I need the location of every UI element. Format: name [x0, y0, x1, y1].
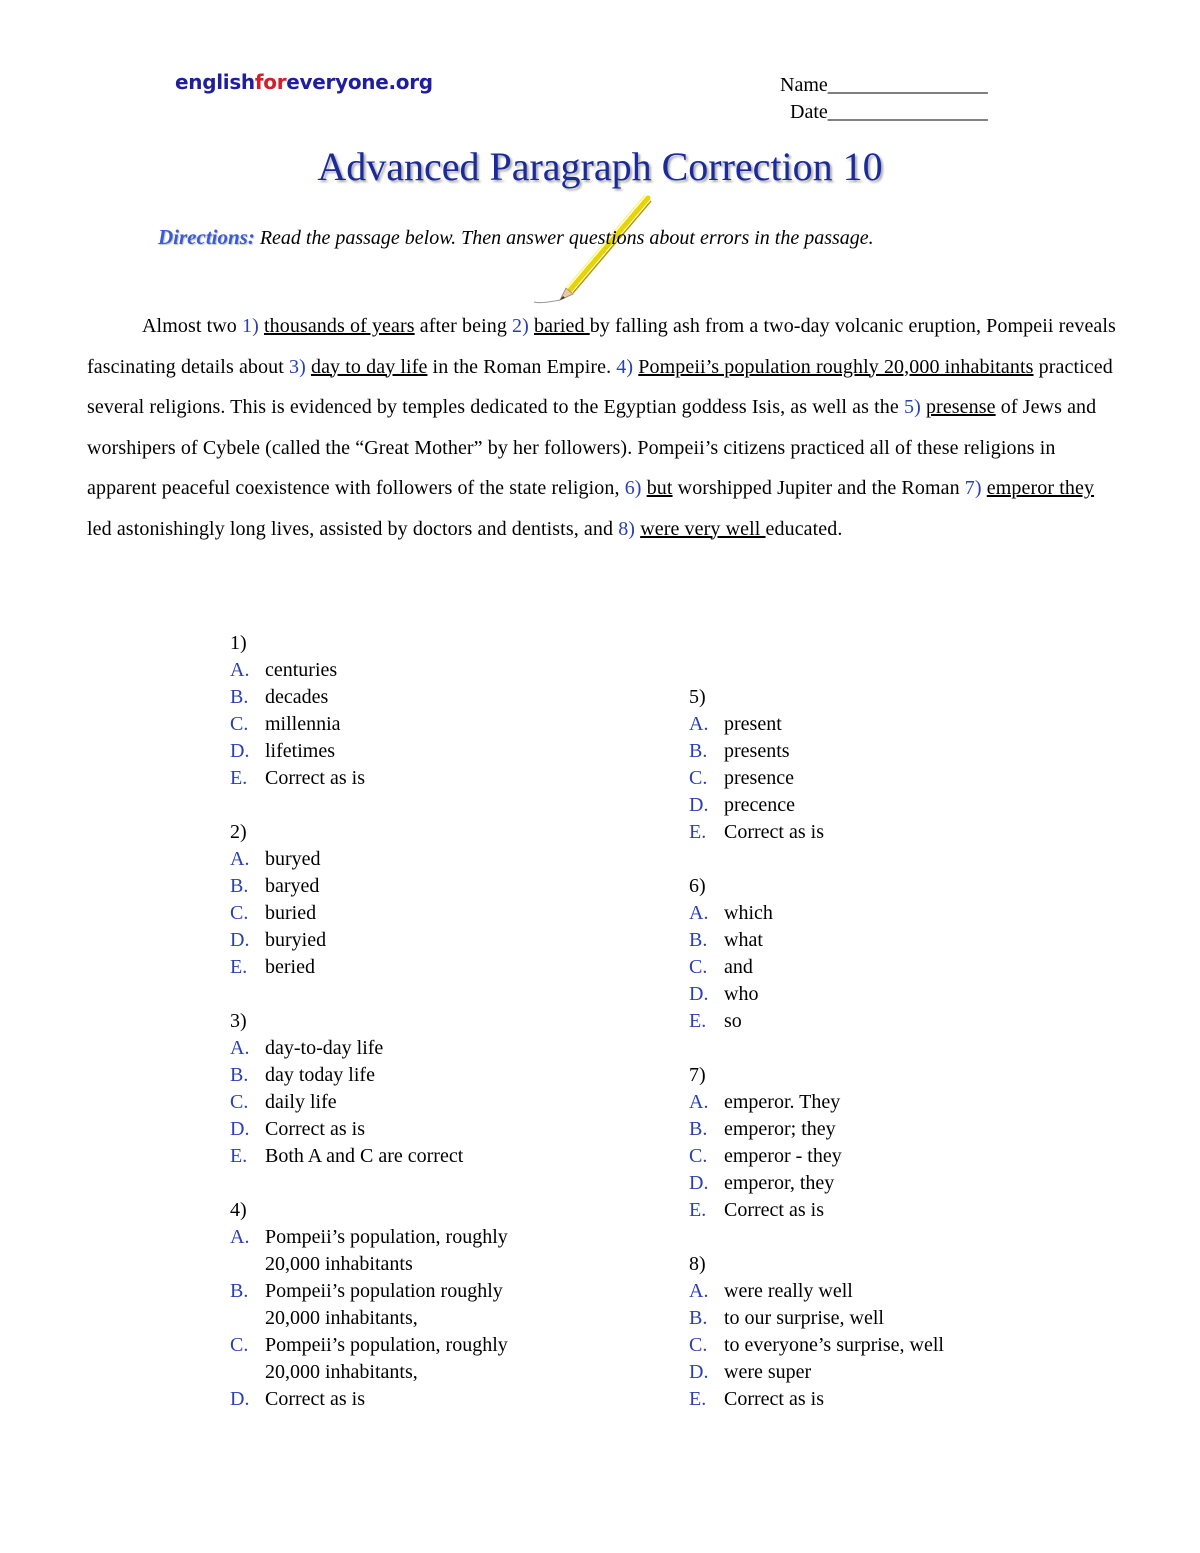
option-text: buried — [265, 902, 317, 924]
option-text: Correct as is — [724, 1388, 824, 1410]
option-letter: B. — [689, 740, 708, 762]
option-text: so — [724, 1010, 742, 1032]
option-letter: D. — [689, 1361, 709, 1383]
passage-marker: 5) — [903, 396, 921, 418]
passage-marker: 8) — [618, 517, 636, 540]
option-letter: B. — [230, 1280, 249, 1302]
questions-left-column — [230, 630, 508, 1440]
name-date-block — [780, 72, 988, 126]
question-number: 1) — [230, 632, 247, 654]
passage-text: led astonishingly long lives, assisted by doctors and dentists, and — [87, 517, 619, 540]
option-text: to our surprise, well — [724, 1307, 884, 1329]
answer-option[interactable] — [689, 765, 944, 792]
answer-option[interactable] — [230, 1386, 508, 1413]
passage-underlined-phrase: thousands of years — [263, 315, 415, 337]
answer-option[interactable] — [689, 1386, 944, 1413]
option-letter: D. — [230, 740, 250, 762]
passage-underlined-phrase: were very well — [640, 517, 766, 540]
option-text: decades — [265, 686, 329, 708]
answer-option[interactable] — [689, 981, 944, 1008]
option-letter: B. — [230, 875, 249, 897]
answer-option[interactable] — [230, 684, 508, 711]
passage-underlined-phrase: but — [646, 477, 673, 499]
question-block — [689, 1251, 944, 1413]
answer-option[interactable] — [689, 738, 944, 765]
answer-option[interactable] — [689, 954, 944, 981]
answer-option[interactable] — [230, 1089, 508, 1116]
passage-text: after being — [414, 315, 513, 337]
answer-option[interactable] — [230, 738, 508, 765]
passage-marker: 1) — [242, 315, 259, 337]
answer-option[interactable] — [230, 927, 508, 954]
questions-right-column — [689, 684, 944, 1440]
option-text: Correct as is — [724, 821, 824, 843]
answer-option[interactable] — [230, 873, 508, 900]
option-letter: B. — [689, 1307, 708, 1329]
option-text: baryed — [265, 875, 320, 897]
directions-text: Read the passage below. Then answer questions about errors in the passage. — [254, 227, 874, 249]
option-letter: B. — [689, 1118, 708, 1140]
option-letter: D. — [689, 983, 709, 1005]
option-text: presence — [724, 767, 794, 789]
option-text: emperor, they — [724, 1172, 835, 1194]
name-field[interactable]: Name________________ — [780, 74, 988, 96]
option-text: present — [724, 713, 782, 735]
question-number: 2) — [230, 821, 247, 843]
option-letter: D. — [689, 1172, 709, 1194]
question-block — [230, 1008, 508, 1170]
question-block — [230, 630, 508, 792]
option-text: and — [724, 956, 753, 978]
answer-option[interactable] — [230, 657, 508, 684]
question-number: 5) — [689, 686, 706, 708]
option-text: daily life — [265, 1091, 337, 1113]
option-letter: C. — [230, 713, 249, 735]
option-text: precence — [724, 794, 796, 816]
option-letter: C. — [230, 902, 249, 924]
option-letter: A. — [689, 1280, 709, 1302]
question-block — [230, 819, 508, 981]
site-logo — [175, 70, 433, 94]
question-number: 7) — [689, 1064, 706, 1086]
option-letter: C. — [689, 1334, 708, 1356]
answer-option[interactable] — [689, 1197, 944, 1224]
question-number: 4) — [230, 1199, 247, 1221]
answer-option[interactable] — [230, 1224, 508, 1278]
option-text: to everyone’s surprise, well — [724, 1334, 944, 1356]
passage-text: worshipped Jupiter and the Roman — [672, 477, 965, 499]
option-letter: E. — [689, 1388, 707, 1410]
option-text: day-to-day life — [265, 1037, 384, 1059]
answer-option[interactable] — [230, 846, 508, 873]
answer-option[interactable] — [689, 1278, 944, 1305]
answer-option[interactable] — [689, 927, 944, 954]
option-letter: A. — [689, 713, 709, 735]
answer-option[interactable] — [689, 1008, 944, 1035]
option-text: who — [724, 983, 759, 1005]
option-letter: D. — [230, 1388, 250, 1410]
answer-option[interactable] — [689, 1143, 944, 1170]
passage-underlined-phrase: presense — [925, 396, 996, 418]
option-text: buryed — [265, 848, 321, 870]
answer-option[interactable] — [689, 1359, 944, 1386]
option-letter: D. — [230, 1118, 250, 1140]
answer-option[interactable] — [689, 1170, 944, 1197]
answer-option[interactable] — [689, 711, 944, 738]
option-text: Pompeii’s population, roughly 20,000 inhabitants, — [265, 1334, 508, 1383]
option-text: emperor. They — [724, 1091, 841, 1113]
question-block — [689, 873, 944, 1035]
passage-underlined-phrase: day to day life — [310, 355, 428, 378]
passage-text: by falling ash from a two-day volcanic eruption, Pompeii reveals fascinating details about — [87, 315, 1116, 378]
option-text: buryied — [265, 929, 327, 951]
answer-option[interactable] — [230, 900, 508, 927]
passage-text: Almost two — [142, 315, 242, 337]
option-letter: A. — [230, 1226, 250, 1248]
option-letter: E. — [689, 821, 707, 843]
answer-option[interactable] — [689, 792, 944, 819]
answer-option[interactable] — [230, 711, 508, 738]
answer-option[interactable] — [689, 819, 944, 846]
option-letter: A. — [230, 659, 250, 681]
answer-option[interactable] — [230, 1332, 508, 1386]
question-number: 3) — [230, 1010, 247, 1032]
option-text: Correct as is — [265, 767, 365, 789]
passage-marker: 7) — [964, 477, 982, 499]
question-number: 8) — [689, 1253, 706, 1275]
passage-text: of Jews and worshipers of Cybele (called the “Great Mother” by her followers). Pompeii’s citizens practiced all of these religions in apparent peaceful coexistence with followers of the state religion, — [87, 396, 1097, 499]
option-letter: D. — [230, 929, 250, 951]
passage-marker: 6) — [624, 477, 642, 499]
answer-option[interactable] — [689, 1116, 944, 1143]
option-letter: E. — [230, 767, 248, 789]
option-letter: A. — [230, 848, 250, 870]
option-text: were really well — [724, 1280, 853, 1302]
date-field[interactable]: Date________________ — [790, 101, 988, 123]
option-text: Correct as is — [265, 1388, 365, 1410]
option-letter: C. — [689, 1145, 708, 1167]
option-text: emperor - they — [724, 1145, 842, 1167]
answer-option[interactable] — [230, 765, 508, 792]
logo-text-everyone: everyone.org — [286, 70, 433, 94]
option-text: lifetimes — [265, 740, 335, 762]
option-letter: A. — [689, 1091, 709, 1113]
passage — [87, 306, 1117, 549]
logo-text-for: for — [254, 70, 287, 94]
option-letter: E. — [689, 1010, 707, 1032]
answer-option[interactable] — [230, 1143, 508, 1170]
option-text: Pompeii’s population, roughly 20,000 inhabitants — [265, 1226, 508, 1275]
option-letter: C. — [230, 1091, 249, 1113]
passage-underlined-phrase: Pompeii’s population roughly 20,000 inhabitants — [638, 355, 1034, 378]
passage-text: educated. — [765, 517, 843, 540]
option-text: presents — [724, 740, 790, 762]
question-number: 6) — [689, 875, 706, 897]
option-text: beried — [265, 956, 315, 978]
option-text: were super — [724, 1361, 812, 1383]
logo-text-english: english — [175, 70, 255, 94]
option-text: what — [724, 929, 763, 951]
passage-underlined-phrase: baried — [534, 315, 590, 337]
option-text: Correct as is — [265, 1118, 365, 1140]
answer-option[interactable] — [689, 1305, 944, 1332]
option-text: centuries — [265, 659, 338, 681]
option-letter: B. — [230, 686, 249, 708]
answer-option[interactable] — [689, 1332, 944, 1359]
option-letter: C. — [689, 956, 708, 978]
answer-option[interactable] — [230, 954, 508, 981]
option-text: Pompeii’s population roughly 20,000 inhabitants, — [265, 1280, 503, 1329]
option-letter: E. — [230, 1145, 248, 1167]
option-letter: B. — [689, 929, 708, 951]
option-letter: A. — [689, 902, 709, 924]
question-block — [689, 684, 944, 846]
answer-option[interactable] — [230, 1035, 508, 1062]
directions — [158, 225, 874, 250]
question-block — [689, 1062, 944, 1224]
option-letter: A. — [230, 1037, 250, 1059]
option-text: emperor; they — [724, 1118, 836, 1140]
passage-marker: 3) — [289, 355, 306, 378]
passage-text: practiced several religions. This is evidenced by temples dedicated to the Egyptian goddess Isis, as well as the — [87, 355, 1113, 418]
passage-marker: 2) — [512, 315, 529, 337]
option-text: day today life — [265, 1064, 375, 1086]
passage-text: in the Roman Empire. — [427, 355, 617, 378]
answer-option[interactable] — [230, 1278, 508, 1332]
option-text: Correct as is — [724, 1199, 824, 1221]
answer-option[interactable] — [230, 1116, 508, 1143]
option-letter: B. — [230, 1064, 249, 1086]
option-letter: E. — [230, 956, 248, 978]
answer-option[interactable] — [689, 1089, 944, 1116]
answer-option[interactable] — [230, 1062, 508, 1089]
option-text: Both A and C are correct — [265, 1145, 464, 1167]
answer-option[interactable] — [689, 900, 944, 927]
directions-label: Directions: — [158, 225, 255, 249]
question-block — [230, 1197, 508, 1413]
page-title: Advanced Paragraph Correction 10 — [317, 144, 883, 189]
passage-underlined-phrase: emperor they — [986, 477, 1095, 499]
option-letter: C. — [230, 1334, 249, 1356]
option-text: millennia — [265, 713, 341, 735]
option-letter: C. — [689, 767, 708, 789]
option-letter: D. — [689, 794, 709, 816]
passage-marker: 4) — [616, 355, 634, 378]
option-letter: E. — [689, 1199, 707, 1221]
option-text: which — [724, 902, 773, 924]
